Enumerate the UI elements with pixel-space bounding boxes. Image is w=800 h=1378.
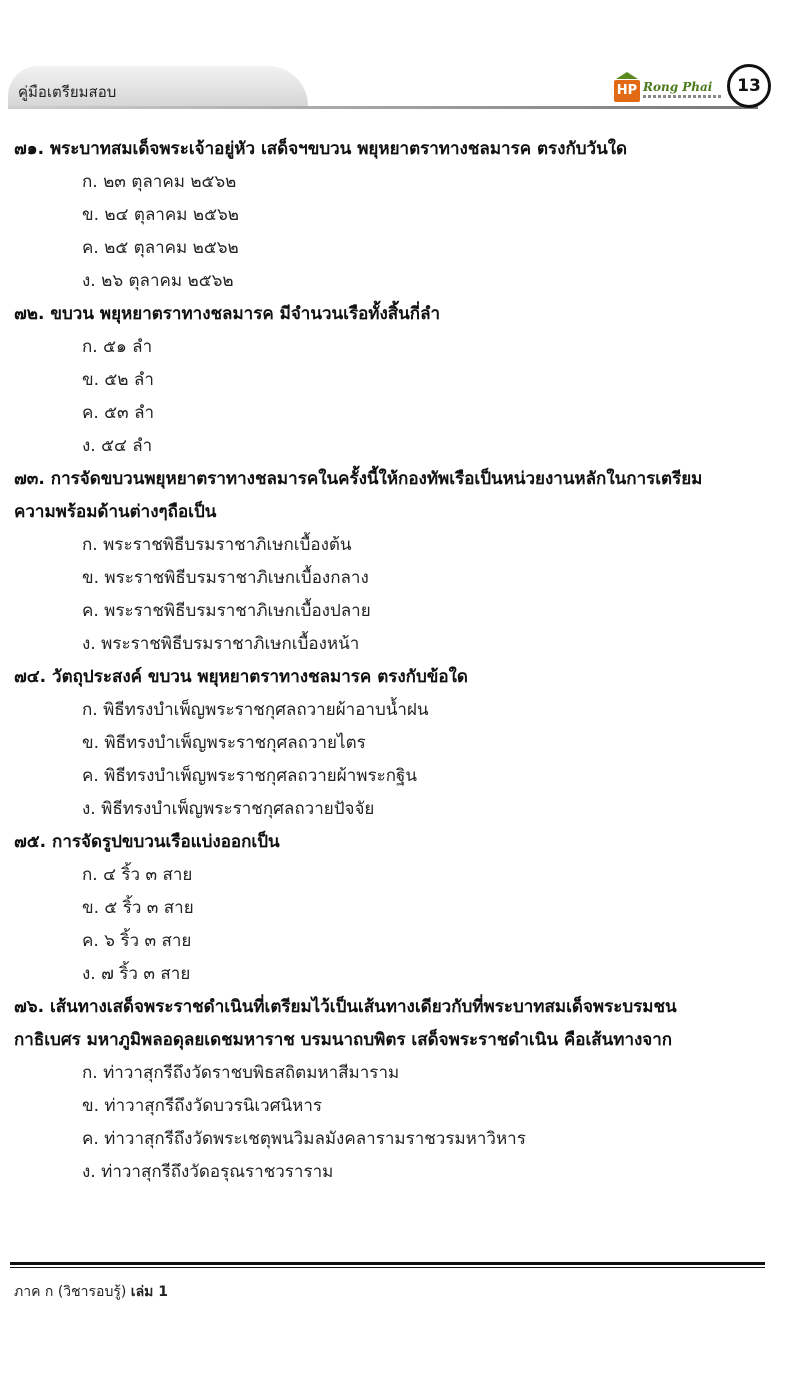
question-72: ๗๒. ขบวน พยุหยาตราทางชลมารค มีจำนวนเรือทั้งสิ้นกี่ลำ — [14, 304, 441, 324]
question-73-option-c: ค. พระราชพิธีบรมราชาภิเษกเบื้องปลาย — [82, 601, 371, 621]
question-75-option-b: ข. ๕ ริ้ว ๓ สาย — [82, 898, 194, 918]
publisher-logo — [612, 78, 722, 108]
question-76-line-2: กาธิเบศร มหาภูมิพลอดุลยเดชมหาราช บรมนาถบพิตร เสด็จพระราชดำเนิน คือเส้นทางจาก — [14, 1030, 673, 1050]
footer-section: ภาค ก (วิชารอบรู้) — [14, 1284, 127, 1300]
question-72-option-a: ก. ๕๑ ลำ — [82, 337, 153, 357]
question-72-option-b: ข. ๕๒ ลำ — [82, 370, 154, 390]
page-number-badge: 13 — [727, 64, 771, 108]
question-74: ๗๔. วัตถุประสงค์ ขบวน พยุหยาตราทางชลมารค ตรงกับข้อใด — [14, 667, 468, 687]
question-73-option-b: ข. พระราชพิธีบรมราชาภิเษกเบื้องกลาง — [82, 568, 369, 588]
question-74-option-d: ง. พิธีทรงบำเพ็ญพระราชกุศลถวายปัจจัย — [82, 799, 375, 819]
question-75-option-a: ก. ๔ ริ้ว ๓ สาย — [82, 865, 193, 885]
question-75-option-d: ง. ๗ ริ้ว ๓ สาย — [82, 964, 191, 984]
footer — [14, 1281, 168, 1303]
question-75: ๗๕. การจัดรูปขบวนเรือแบ่งออกเป็น — [14, 832, 280, 852]
question-71-option-b: ข. ๒๔ ตุลาคม ๒๕๖๒ — [82, 205, 239, 225]
logo-roof-icon — [616, 72, 638, 79]
question-73-option-d: ง. พระราชพิธีบรมราชาภิเษกเบื้องหน้า — [82, 634, 360, 654]
logo-text: Rong Phai — [643, 80, 713, 94]
question-71-option-d: ง. ๒๖ ตุลาคม ๒๕๖๒ — [82, 271, 234, 291]
page-header — [0, 60, 800, 120]
question-72-option-c: ค. ๕๓ ลำ — [82, 403, 155, 423]
footer-volume: เล่ม 1 — [130, 1284, 168, 1300]
question-75-option-c: ค. ๖ ริ้ว ๓ สาย — [82, 931, 192, 951]
question-73-line-2: ความพร้อมด้านต่างๆถือเป็น — [14, 502, 217, 522]
logo-tagline — [643, 95, 721, 98]
logo-mark: HP — [614, 80, 640, 102]
footer-divider — [10, 1262, 765, 1265]
question-73-option-a: ก. พระราชพิธีบรมราชาภิเษกเบื้องต้น — [82, 535, 352, 555]
question-73-line-1: ๗๓. การจัดขบวนพยุหยาตราทางชลมารคในครั้งนี้ให้กองทัพเรือเป็นหน่วยงานหลักในการเตรียม — [14, 469, 703, 489]
question-71-option-c: ค. ๒๕ ตุลาคม ๒๕๖๒ — [82, 238, 239, 258]
question-76-option-a: ก. ท่าวาสุกรีถึงวัดราชบพิธสถิตมหาสีมาราม — [82, 1063, 400, 1083]
question-71: ๗๑. พระบาทสมเด็จพระเจ้าอยู่หัว เสด็จฯขบวน พยุหยาตราทางชลมารค ตรงกับวันใด — [14, 139, 628, 159]
question-74-option-c: ค. พิธีทรงบำเพ็ญพระราชกุศลถวายผ้าพระกฐิน — [82, 766, 418, 786]
question-76-line-1: ๗๖. เส้นทางเสด็จพระราชดำเนินที่เตรียมไว้เป็นเส้นทางเดียวกับที่พระบาทสมเด็จพระบรมชน — [14, 997, 677, 1017]
question-71-option-a: ก. ๒๓ ตุลาคม ๒๕๖๒ — [82, 172, 237, 192]
footer-divider-thin — [10, 1267, 765, 1268]
question-76-option-c: ค. ท่าวาสุกรีถึงวัดพระเชตุพนวิมลมังคลารามราชวรมหาวิหาร — [82, 1129, 526, 1149]
header-title: คู่มือเตรียมสอบ — [18, 83, 117, 101]
question-72-option-d: ง. ๕๔ ลำ — [82, 436, 153, 456]
question-74-option-a: ก. พิธีทรงบำเพ็ญพระราชกุศลถวายผ้าอาบน้ำฝน — [82, 700, 429, 720]
question-74-option-b: ข. พิธีทรงบำเพ็ญพระราชกุศลถวายไตร — [82, 733, 366, 753]
question-76-option-b: ข. ท่าวาสุกรีถึงวัดบวรนิเวศนิหาร — [82, 1096, 322, 1116]
question-76-option-d: ง. ท่าวาสุกรีถึงวัดอรุณราชวราราม — [82, 1162, 334, 1182]
